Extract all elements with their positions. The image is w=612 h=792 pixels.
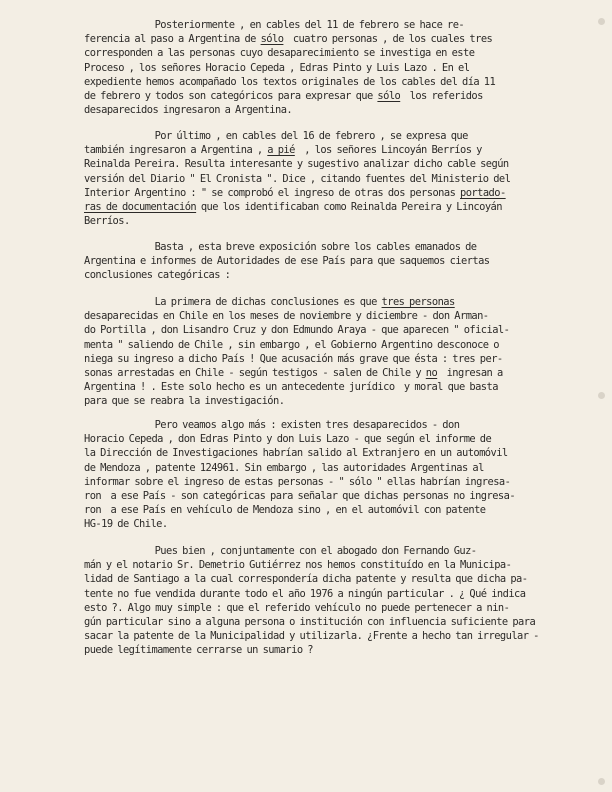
text-line xyxy=(84,418,564,432)
text-line xyxy=(84,572,564,586)
text-line xyxy=(84,558,564,572)
text-line xyxy=(84,143,564,157)
text-segment: Argentina ! . Este solo hecho es un antecedente jurídico y moral que basta xyxy=(84,381,498,394)
text-line xyxy=(84,338,564,352)
text-line xyxy=(84,103,564,117)
text-segment: tente no fue vendida durante todo el año 1976 a ningún particular . ¿ Qué indica xyxy=(84,587,526,600)
text-line xyxy=(84,129,564,143)
text-line xyxy=(84,200,564,214)
text-segment: lidad de Santiago a la cual correspondería dicha patente y resulta que dicha pa- xyxy=(84,573,528,586)
underlined-text: ras de documentación xyxy=(84,200,197,213)
text-line xyxy=(84,629,564,643)
text-segment: Horacio Cepeda , don Edras Pinto y don Luis Lazo - que según el informe de xyxy=(84,433,492,446)
text-segment: Berríos. xyxy=(84,215,130,228)
text-line xyxy=(84,643,564,657)
text-segment: mán y el notario Sr. Demetrio Gutiérrez nos hemos constituído en la Municipa- xyxy=(84,559,512,572)
text-segment: esto ?. Algo muy simple : que el referido vehículo no puede pertenecer a nin- xyxy=(84,601,510,614)
text-line xyxy=(84,446,564,460)
text-segment: Pues bien , conjuntamente con el abogado don Fernando Guz- xyxy=(84,545,477,557)
text-line xyxy=(84,240,564,254)
text-line xyxy=(84,601,564,615)
paragraph xyxy=(84,129,564,228)
text-segment: de febrero y todos son categóricos para expresar que xyxy=(84,89,378,102)
text-segment: HG-19 de Chile. xyxy=(84,518,168,531)
text-segment: puede legítimamente cerrarse un sumario ? xyxy=(84,644,313,657)
underlined-text: tres personas xyxy=(381,296,455,308)
text-line xyxy=(84,75,564,89)
text-segment: ferencia al paso a Argentina de xyxy=(84,33,261,46)
text-segment: conclusiones categóricas : xyxy=(84,269,231,282)
text-segment: sonas arrestadas en Chile - según testigos - salen de Chile y xyxy=(84,366,426,379)
paragraph xyxy=(84,18,564,117)
text-line xyxy=(84,214,564,228)
text-line xyxy=(84,489,564,503)
underlined-text: sólo xyxy=(377,89,401,102)
text-segment: para que se reabra la investigación. xyxy=(84,395,285,408)
text-segment: do Portilla , don Lisandro Cruz y don Edmundo Araya - que aparecen " oficial- xyxy=(84,324,510,337)
paragraph xyxy=(84,544,564,658)
text-line xyxy=(84,544,564,558)
text-segment: , los señores Lincoyán Berríos y xyxy=(294,144,482,157)
text-line xyxy=(84,475,564,489)
underlined-text: sólo xyxy=(260,33,284,46)
text-segment: expediente hemos acompañado los textos originales de los cables del día 11 xyxy=(84,75,496,88)
text-line xyxy=(84,503,564,517)
underlined-text: portado- xyxy=(460,186,506,199)
text-line xyxy=(84,89,564,103)
underlined-text: a pié xyxy=(267,144,295,157)
text-line xyxy=(84,461,564,475)
text-line xyxy=(84,268,564,282)
punch-hole xyxy=(598,778,605,785)
text-segment: Pero veamos algo más : existen tres desaparecidos - don xyxy=(84,419,460,431)
text-segment: versión del Diario " El Cronista ". Dice , citando fuentes del Ministerio del xyxy=(84,172,511,185)
text-segment: corresponden a las personas cuyo desaparecimiento se investiga en este xyxy=(84,47,475,60)
text-line xyxy=(84,172,564,186)
text-segment: gún particular sino a alguna persona o institución con influencia suficiente para xyxy=(84,615,536,628)
text-segment: Basta , esta breve exposición sobre los cables emanados de xyxy=(84,241,477,253)
paragraph xyxy=(84,240,564,283)
text-segment: Interior Argentino : " se comprobó el ingreso de otras dos personas xyxy=(84,186,460,199)
text-segment: sacar la patente de la Municipalidad y utilizarla. ¿Frente a hecho tan irregular - xyxy=(84,630,539,643)
text-segment: menta " saliendo de Chile , sin embargo , el Gobierno Argentino desconoce o xyxy=(84,338,499,351)
text-segment: Proceso , los señores Horacio Cepeda , Edras Pinto y Luis Lazo . En el xyxy=(84,61,470,74)
text-segment: informar sobre el ingreso de estas personas - " sólo " ellas habrían ingresa- xyxy=(84,475,511,488)
text-line xyxy=(84,186,564,200)
text-segment: que los identificaban como Reinalda Pereira y Lincoyán xyxy=(196,200,502,213)
punch-hole xyxy=(598,392,605,399)
text-line xyxy=(84,517,564,531)
text-segment: Posteriormente , en cables del 11 de febrero se hace re- xyxy=(84,19,465,31)
underlined-text: no xyxy=(425,366,438,379)
text-line xyxy=(84,366,564,380)
text-line xyxy=(84,46,564,60)
text-segment: los referidos xyxy=(400,89,483,102)
text-segment: niega su ingreso a dicho País ! Que acusación más grave que ésta : tres per- xyxy=(84,352,503,365)
text-segment: la Dirección de Investigaciones habrían salido al Extranjero en un automóvil xyxy=(84,447,508,460)
text-segment: también ingresaron a Argentina , xyxy=(84,144,268,157)
text-segment: Por último , en cables del 16 de febrero , se expresa que xyxy=(84,130,468,142)
text-line xyxy=(84,352,564,366)
text-line xyxy=(84,295,564,309)
text-segment: ingresan a xyxy=(437,366,503,379)
paragraph xyxy=(84,295,564,409)
text-line xyxy=(84,394,564,408)
text-segment: Reinalda Pereira. Resulta interesante y sugestivo analizar dicho cable según xyxy=(84,158,509,171)
text-line xyxy=(84,61,564,75)
text-line xyxy=(84,157,564,171)
text-segment: ron a ese País - son categóricas para señalar que dichas personas no ingresa- xyxy=(84,489,516,502)
text-line xyxy=(84,32,564,46)
text-segment: de Mendoza , patente 124961. Sin embargo , las autoridades Argentinas al xyxy=(84,461,484,474)
paragraph xyxy=(84,418,564,532)
text-segment: La primera de dichas conclusiones es que xyxy=(84,296,382,308)
punch-hole xyxy=(598,18,605,25)
text-segment: desaparecidas en Chile en los meses de noviembre y diciembre - don Arman- xyxy=(84,310,489,323)
text-line xyxy=(84,380,564,394)
text-segment: desaparecidos ingresaron a Argentina. xyxy=(84,104,293,117)
text-line xyxy=(84,254,564,268)
text-line xyxy=(84,587,564,601)
text-line xyxy=(84,18,564,32)
text-segment: ron a ese País en vehículo de Mendoza sino , en el automóvil con patente xyxy=(84,504,486,517)
text-line xyxy=(84,432,564,446)
text-line xyxy=(84,309,564,323)
text-segment: cuatro personas , de los cuales tres xyxy=(283,33,493,46)
text-segment: Argentina e informes de Autoridades de ese País para que saquemos ciertas xyxy=(84,255,490,268)
text-line xyxy=(84,615,564,629)
text-line xyxy=(84,323,564,337)
